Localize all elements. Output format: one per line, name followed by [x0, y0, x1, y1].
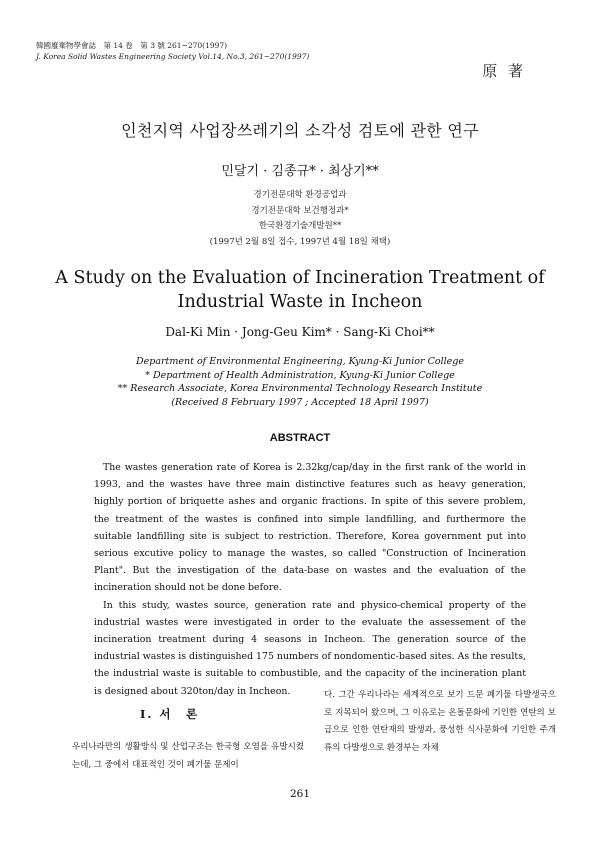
body-paragraph: 우리나라만의 생활방식 및 산업구조는 한국형 오염을 유발시켰는데, 그 중에서 대표적인 것이 폐기물 문제이: [72, 742, 304, 770]
korean-affiliation: 경기전문대학 환경공업과: [253, 190, 347, 200]
english-affiliation: Department of Environmental Engineering, Kyung-Ki Junior College: [136, 356, 464, 367]
english-received-date: (Received 8 February 1997 ; Accepted 18 April 1997): [171, 396, 429, 408]
body-right-column: [324, 687, 556, 757]
abstract-heading: ABSTRACT: [269, 432, 331, 444]
english-title-line: Industrial Waste in Incheon: [177, 292, 423, 312]
korean-received-date: (1997년 2월 8일 접수, 1997년 4월 18일 채택): [209, 236, 391, 247]
english-affiliations: [0, 355, 600, 409]
korean-authors: 민달기 · 김종규* · 최상기**: [221, 164, 379, 179]
journal-citation-korean: 韓國廢棄物學會誌 第 14 卷 第 3 號 261~270(1997): [36, 41, 228, 50]
korean-affiliation: 경기전문대학 보건행정과*: [251, 205, 349, 216]
abstract-paragraph: The wastes generation rate of Korea is 2.32kg/cap/day in the first rank of the world in 1993, and the wastes have three main distinctive features such as heavy generation, highly portion of briquette ashes and organic fractions. In spite of this severe problem, the treatment of the wastes is confined into simple landfilling, and furthermore the suitable landfilling site is subject to restriction. Therefore, Korea government put into serious excutive policy to manage the wastes, so called "Construction of Incineration Plant". But the investigation of the data-base on wastes and the evaluation of the incineration should not be done before.: [94, 462, 526, 594]
korean-title: 인천지역 사업장쓰레기의 소각성 검토에 관한 연구: [121, 121, 479, 140]
journal-citation-english: J. Korea Solid Wastes Engineering Society Vol.14, No.3, 261~270(1997): [36, 52, 310, 61]
journal-header: [36, 40, 309, 62]
abstract-body: [94, 459, 526, 700]
english-title: [0, 266, 600, 314]
abstract-paragraph: In this study, wastes source, generation rate and physico-chemical property of the industrial wastes were investigated in order to the evaluate the assessement of the incineration treatment during 4 seasons in Incheon. The generation source of the industrial wastes is distinguished 175 numbers of nondomentic-based sites. As the results, the industrial waste is suitable to combustible, and the capacity of the incineration plant is designed about 320ton/day in Incheon.: [94, 599, 526, 697]
english-affiliation: ** Research Associate, Korea Environmental Technology Research Institute: [117, 383, 483, 394]
body-paragraph: 다. 그간 우리나라는 세계적으로 보기 드문 폐기물 다발생국으로 지목되어 왔으며, 그 이유로는 온돌문화에 기인한 연탄의 보급으로 인한 연탄재의 발생과, 풍성한 식사문화에 기인한 주개류의 다발생으로 환경부는 자체: [324, 690, 556, 753]
page-number: 261: [289, 788, 311, 800]
section-heading-introduction: I. 서 론: [140, 707, 200, 721]
english-authors: Dal-Ki Min · Jong-Geu Kim* · Sang-Ki Choi**: [165, 325, 435, 339]
article-type-label: 原 著: [482, 62, 526, 80]
english-title-line: A Study on the Evaluation of Incineration Treatment of: [55, 268, 545, 288]
korean-affiliation: 한국환경기술개발원**: [258, 221, 342, 231]
body-left-column: [72, 739, 304, 774]
korean-affiliations: [0, 188, 600, 250]
english-affiliation: * Department of Health Administration, Kyung-Ki Junior College: [145, 369, 455, 381]
